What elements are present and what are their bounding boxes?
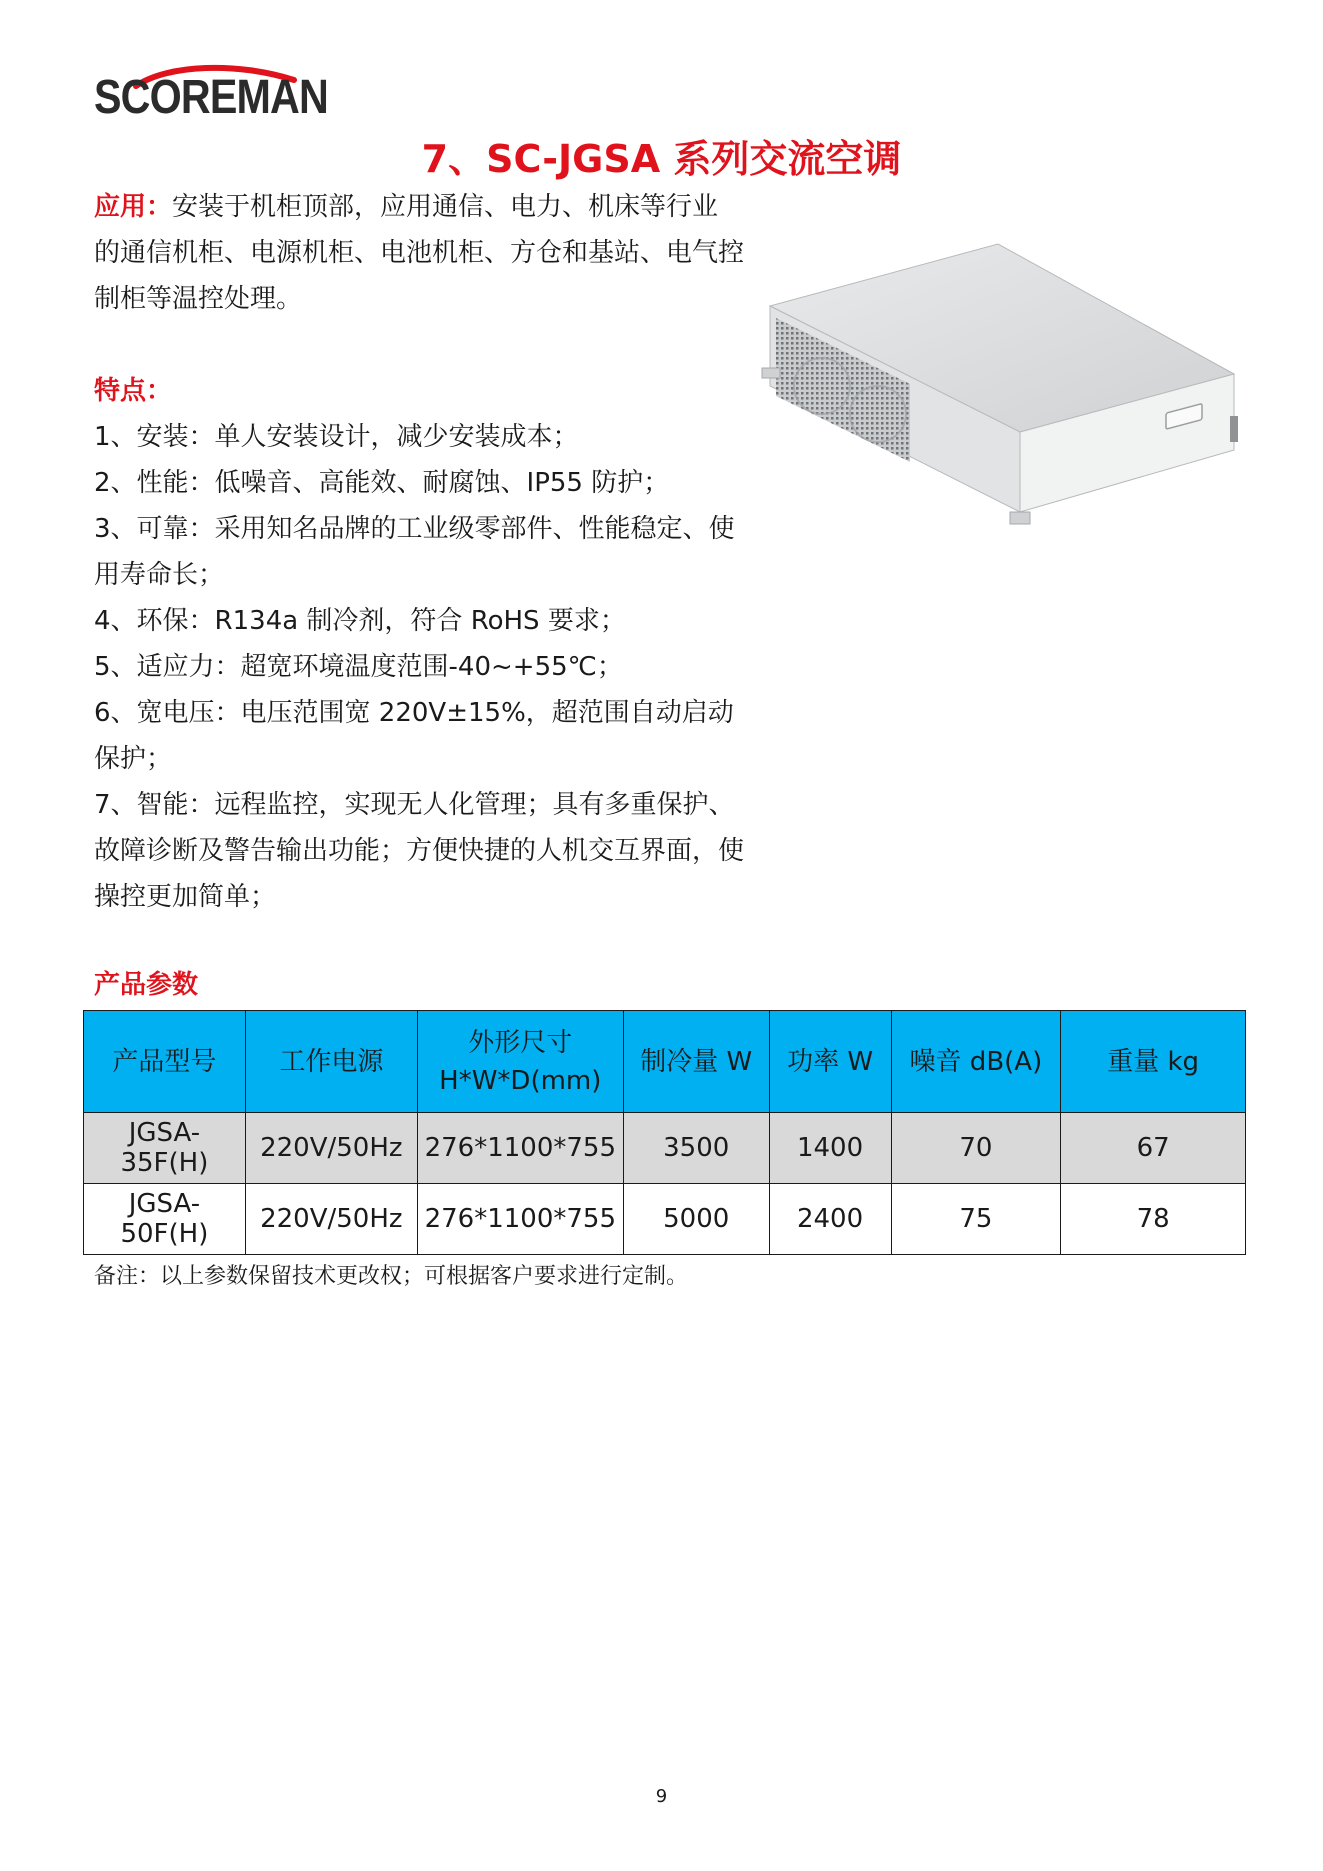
header-cooling-capacity: 制冷量 W [623,1011,769,1113]
cell-power: 2400 [769,1184,891,1255]
cell-noise: 75 [891,1184,1061,1255]
feature-item: 3、可靠：采用知名品牌的工业级零部件、性能稳定、使用寿命长； [94,514,735,590]
air-conditioner-product-image [760,236,1244,572]
application-text: 安装于机柜顶部，应用通信、电力、机床等行业的通信机柜、电源机柜、电池机柜、方仓和基站、电气控制柜等温控处理。 [94,192,745,314]
feature-item: 5、适应力：超宽环境温度范围-40~+55℃； [94,652,623,682]
header-power: 功率 W [769,1011,891,1113]
cell-weight: 67 [1061,1113,1246,1184]
feature-item: 6、宽电压：电压范围宽 220V±15%，超范围自动启动保护； [94,698,734,774]
features-label: 特点： [94,376,173,406]
spec-table [83,1010,1246,1255]
cell-power-supply: 220V/50Hz [245,1184,417,1255]
cell-model: JGSA-50F(H) [84,1184,246,1255]
table-row [84,1113,1246,1184]
params-label: 产品参数 [94,970,199,1000]
page-number: 9 [655,1786,668,1807]
cell-noise: 70 [891,1113,1061,1184]
table-header-row [84,1011,1246,1113]
feature-item: 7、智能：远程监控，实现无人化管理；具有多重保护、故障诊断及警告输出功能；方便快捷的人机交互界面，使操控更加简单； [94,790,745,912]
header-weight: 重量 kg [1061,1011,1246,1113]
cell-power-supply: 220V/50Hz [245,1113,417,1184]
cell-dimensions: 276*1100*755 [417,1113,623,1184]
table-row [84,1184,1246,1255]
note-text: 备注：以上参数保留技术更改权；可根据客户要求进行定制。 [94,1264,689,1289]
header-model: 产品型号 [84,1011,246,1113]
header-dimensions [417,1011,623,1113]
header-noise: 噪音 dB(A) [891,1011,1061,1113]
company-logo [94,62,328,124]
application-label: 应用： [94,192,173,222]
cell-power: 1400 [769,1113,891,1184]
cell-cooling-capacity: 3500 [623,1113,769,1184]
header-dimensions-line2: H*W*D(mm) [439,1065,602,1096]
page-title: 7、SC-JGSA 系列交流空调 [421,137,902,181]
header-power-supply: 工作电源 [245,1011,417,1113]
cell-dimensions: 276*1100*755 [417,1184,623,1255]
feature-item: 2、性能：低噪音、高能效、耐腐蚀、IP55 防护； [94,468,670,498]
features-list [94,414,744,920]
application-paragraph [94,184,744,322]
cell-weight: 78 [1061,1184,1246,1255]
logo-text: SCOREMAN [94,71,328,124]
cell-cooling-capacity: 5000 [623,1184,769,1255]
header-dimensions-line1: 外形尺寸 [468,1027,573,1058]
feature-item: 4、环保：R134a 制冷剂，符合 RoHS 要求； [94,606,626,636]
cell-model: JGSA-35F(H) [84,1113,246,1184]
feature-item: 1、安装：单人安装设计，减少安装成本； [94,422,579,452]
